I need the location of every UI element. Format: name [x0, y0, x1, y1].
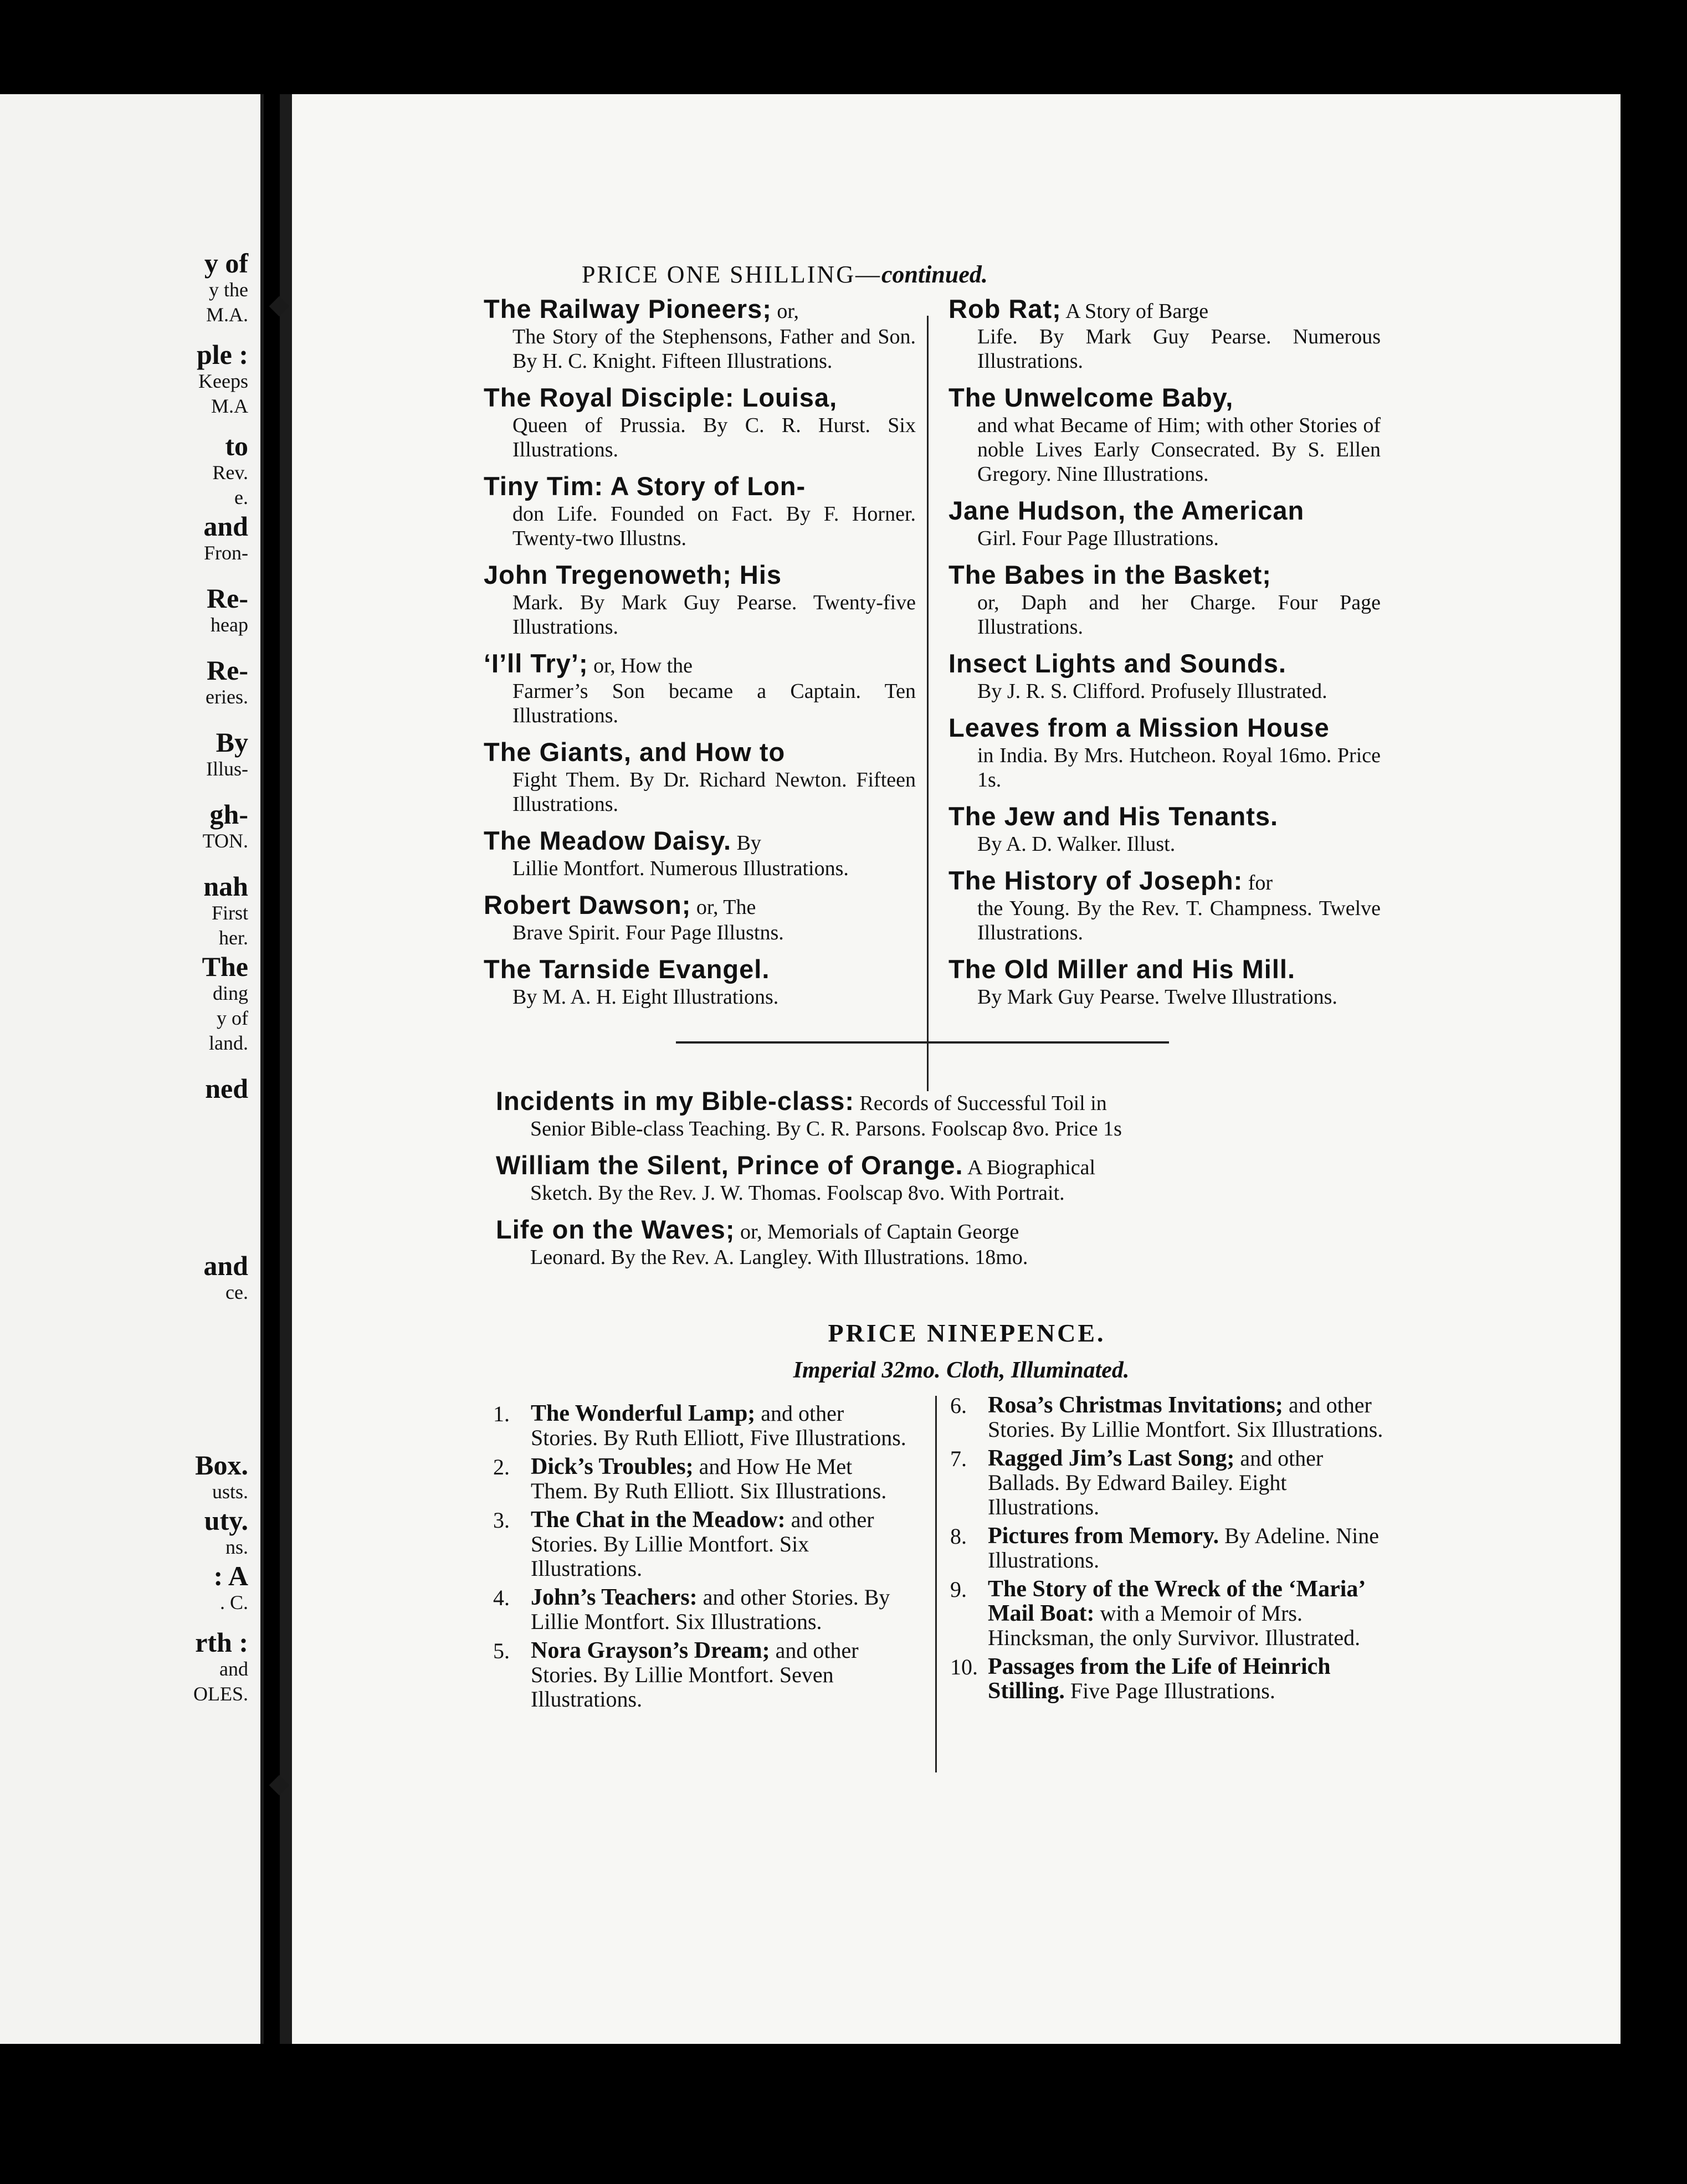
book-entry — [496, 1086, 1382, 1141]
left-page-text-fragment: y of — [204, 248, 248, 279]
book-title: Insect Lights and Sounds. — [948, 649, 1286, 678]
book-title-rest: for — [1243, 871, 1273, 895]
book-entry — [484, 890, 916, 945]
entry-body — [988, 1654, 1388, 1703]
left-page-text-fragment: : A — [213, 1560, 248, 1591]
numbered-entry — [950, 1393, 1388, 1442]
book-title: The History of Joseph: — [948, 866, 1243, 895]
book-title: The Old Miller and His Mill. — [948, 954, 1296, 984]
book-entry — [948, 294, 1381, 373]
book-title: The Babes in the Basket; — [948, 560, 1271, 589]
binding-clip-icon — [269, 296, 290, 317]
entry-number: 6. — [950, 1393, 967, 1418]
book-entry — [496, 1150, 1382, 1205]
left-page-text-fragment: her. — [219, 927, 248, 949]
book-description: By M. A. H. Eight Illustrations. — [512, 985, 779, 1009]
left-page-text-fragment: Box. — [195, 1450, 248, 1481]
book-description: The Story of the Stephensons, Father and Son. By H. C. Knight. Fifteen Illustrations. — [512, 325, 916, 373]
book-title: Jane Hudson, the American — [948, 496, 1305, 525]
book-entry — [484, 294, 916, 373]
book-entry — [948, 712, 1381, 792]
left-page-text-fragment: and — [219, 1658, 248, 1680]
book-title: The Railway Pioneers; — [484, 294, 772, 323]
left-page-text-fragment: eries. — [206, 686, 248, 708]
left-page-text-fragment: M.A — [211, 395, 248, 417]
book-entry — [948, 865, 1381, 945]
entry-rest: and other Stories. By Lillie Montfort. Six Illustrations. — [531, 1585, 890, 1634]
left-page-text-fragment: e. — [234, 486, 248, 508]
left-page-text-fragment: Keeps — [198, 370, 248, 392]
entry-number: 5. — [493, 1638, 510, 1663]
numbered-entry — [950, 1654, 1388, 1703]
entry-rest: and other Stories. By Ruth Elliott, Five Illustrations. — [531, 1401, 906, 1450]
left-page-text-fragment: usts. — [212, 1481, 248, 1503]
entry-number: 10. — [950, 1654, 978, 1679]
ninepence-subtitle: Imperial 32mo. Cloth, Illuminated. — [793, 1358, 1130, 1383]
book-description: By A. D. Walker. Illust. — [977, 833, 1176, 856]
entry-number: 8. — [950, 1524, 967, 1549]
book-title: Leaves from a Mission House — [948, 713, 1330, 742]
entry-title: The Wonderful Lamp; — [531, 1401, 756, 1426]
numbered-entry — [493, 1585, 914, 1634]
left-page-text-fragment: ned — [205, 1073, 248, 1104]
entry-title: Dick’s Troubles; — [531, 1454, 694, 1479]
left-page-text-fragment: ns. — [225, 1536, 248, 1558]
entry-title: Ragged Jim’s Last Song; — [988, 1446, 1235, 1471]
book-entry — [484, 382, 916, 462]
left-page-text-fragment: and — [203, 1250, 248, 1281]
book-description: Life. By Mark Guy Pearse. Numerous Illustrations. — [977, 325, 1381, 373]
entry-body — [531, 1401, 914, 1450]
left-page-text-fragment: ce. — [225, 1281, 248, 1303]
entry-body — [988, 1577, 1388, 1650]
left-page-text-fragment: ding — [212, 982, 248, 1004]
left-page-text-fragment: OLES. — [193, 1683, 248, 1705]
left-page-text-fragment: nah — [203, 871, 248, 902]
book-entry — [948, 559, 1381, 639]
left-page-text-fragment: Illus- — [206, 758, 248, 780]
ninepence-column-right — [950, 1393, 1388, 1708]
book-entry — [948, 648, 1381, 703]
section-divider — [676, 1041, 1169, 1044]
left-page-text-fragment: ple : — [196, 339, 248, 370]
left-page-text-fragment: The — [202, 951, 248, 982]
entry-rest: and How He Met Them. By Ruth Elliott. Six Illustrations. — [531, 1454, 887, 1503]
left-page-text-fragment: M.A. — [206, 304, 248, 326]
entry-body — [531, 1585, 914, 1634]
left-page-text-fragment: y the — [209, 279, 248, 301]
left-page-text-fragment: land. — [209, 1032, 248, 1054]
left-page-text-fragment: TON. — [202, 830, 248, 852]
numbered-entry — [950, 1446, 1388, 1519]
book-description: Brave Spirit. Four Page Illustns. — [512, 921, 784, 944]
book-title: The Giants, and How to — [484, 737, 786, 767]
book-title-rest: or, — [771, 300, 799, 323]
book-title: The Tarnside Evangel. — [484, 954, 770, 984]
book-description: Senior Bible-class Teaching. By C. R. Parsons. Foolscap 8vo. Price 1s — [530, 1117, 1122, 1140]
book-description: Farmer’s Son became a Captain. Ten Illustrations. — [512, 680, 916, 727]
entry-title: Pictures from Memory. — [988, 1523, 1219, 1549]
entry-number: 4. — [493, 1585, 510, 1610]
book-description: Queen of Prussia. By C. R. Hurst. Six Illustrations. — [512, 414, 916, 461]
entry-body — [988, 1393, 1388, 1442]
entry-number: 2. — [493, 1455, 510, 1479]
entry-number: 1. — [493, 1401, 510, 1426]
left-page-text-fragment: . C. — [219, 1591, 248, 1613]
book-description: in India. By Mrs. Hutcheon. Royal 16mo. Price 1s. — [977, 744, 1381, 792]
shilling-column-right — [948, 294, 1381, 1018]
left-page-text-fragment: to — [225, 430, 248, 461]
book-entry — [484, 471, 916, 551]
entry-body — [988, 1524, 1388, 1573]
left-page-text-fragment: gh- — [209, 799, 248, 830]
entry-rest: and other Stories. By Lillie Montfort. Six Illustrations. — [988, 1392, 1383, 1442]
entry-title: Nora Grayson’s Dream; — [531, 1638, 770, 1663]
entry-title: John’s Teachers: — [531, 1585, 698, 1610]
book-description: By J. R. S. Clifford. Profusely Illustrated. — [977, 680, 1327, 703]
book-entry — [948, 954, 1381, 1009]
left-facing-page — [0, 94, 264, 2044]
book-title-rest: Records of Successful Toil in — [854, 1092, 1107, 1115]
book-title: Incidents in my Bible-class: — [496, 1086, 855, 1116]
book-description: Leonard. By the Rev. A. Langley. With Illustrations. 18mo. — [530, 1246, 1028, 1269]
entry-number: 9. — [950, 1577, 967, 1602]
entry-body — [531, 1508, 914, 1581]
binding-clip-icon — [269, 1775, 290, 1796]
numbered-entry — [950, 1577, 1388, 1650]
book-title-rest: or, Memorials of Captain George — [735, 1220, 1019, 1243]
book-description: Fight Them. By Dr. Richard Newton. Fifteen Illustrations. — [512, 768, 916, 816]
header-continued: continued. — [881, 261, 988, 288]
book-description: the Young. By the Rev. T. Champness. Twelve Illustrations. — [977, 897, 1381, 944]
book-title-rest: By — [731, 831, 761, 855]
numbered-entry — [493, 1455, 914, 1503]
book-title: ‘I’ll Try’; — [484, 649, 588, 678]
entry-title: The Story of the Wreck of the ‘Maria’ Mail Boat: — [988, 1576, 1365, 1626]
book-description: Sketch. By the Rev. J. W. Thomas. Foolscap 8vo. With Portrait. — [530, 1181, 1065, 1205]
left-page-text-fragment: By — [216, 727, 248, 758]
book-description: and what Became of Him; with other Stories of noble Lives Early Consecrated. By S. Ellen Gregory. Nine Illustrations. — [977, 414, 1381, 486]
book-title-rest: A Story of Barge — [1061, 300, 1209, 323]
left-page-text-fragment: First — [211, 902, 248, 924]
book-title: The Unwelcome Baby, — [948, 383, 1234, 412]
book-title: John Tregenoweth; His — [484, 560, 782, 589]
column-divider — [927, 316, 929, 1091]
entry-body — [988, 1446, 1388, 1519]
book-title: Life on the Waves; — [496, 1215, 735, 1244]
entry-body — [531, 1455, 914, 1503]
entry-number: 3. — [493, 1508, 510, 1533]
book-title: Rob Rat; — [948, 294, 1062, 323]
book-entry — [484, 559, 916, 639]
entry-number: 7. — [950, 1446, 967, 1471]
entry-rest: and other Ballads. By Edward Bailey. Eight Illustrations. — [988, 1446, 1324, 1519]
misc-entries — [496, 1086, 1382, 1278]
left-page-text-fragment: Rev. — [212, 461, 248, 484]
book-description: Lillie Montfort. Numerous Illustrations. — [512, 857, 849, 880]
entry-rest: and other Stories. By Lillie Montfort. Seven Illustrations. — [531, 1638, 859, 1712]
book-title: The Jew and His Tenants. — [948, 801, 1279, 831]
book-description: By Mark Guy Pearse. Twelve Illustrations. — [977, 985, 1337, 1009]
book-title-rest: A Biographical — [963, 1156, 1096, 1179]
catalogue-page — [280, 94, 1621, 2044]
ninepence-title: PRICE NINEPENCE. — [828, 1319, 1106, 1347]
entry-title: The Chat in the Meadow: — [531, 1507, 786, 1533]
book-description: don Life. Founded on Fact. By F. Horner. Twenty-two Illustns. — [512, 502, 916, 550]
book-description: Girl. Four Page Illustrations. — [977, 527, 1219, 550]
left-page-text-fragment: heap — [211, 614, 248, 636]
entry-title: Rosa’s Christmas Invitations; — [988, 1392, 1283, 1418]
book-title: William the Silent, Prince of Orange. — [496, 1150, 963, 1180]
entry-rest: with a Memoir of Mrs. Hincksman, the only Survivor. Illustrated. — [988, 1601, 1361, 1650]
book-title: The Meadow Daisy. — [484, 826, 732, 855]
left-page-text-fragment: y of — [217, 1007, 248, 1029]
book-title: Robert Dawson; — [484, 890, 691, 919]
column-divider — [935, 1396, 937, 1772]
book-description: or, Daph and her Charge. Four Page Illustrations. — [977, 591, 1381, 639]
book-entry — [948, 495, 1381, 551]
ninepence-column-left — [493, 1401, 914, 1716]
book-entry — [496, 1214, 1382, 1270]
numbered-entry — [493, 1401, 914, 1450]
entry-rest: and other Stories. By Lillie Montfort. Six Illustrations. — [531, 1507, 874, 1581]
left-page-text-fragment: and — [203, 511, 248, 542]
entry-rest: Five Page Illustrations. — [1064, 1678, 1275, 1703]
book-entry — [484, 737, 916, 816]
book-entry — [948, 382, 1381, 486]
book-entry — [484, 825, 916, 881]
page-header — [280, 260, 1621, 289]
entry-title: Passages from the Life of Heinrich Stilling. — [988, 1654, 1331, 1704]
left-page-text-fragment: rth : — [195, 1627, 248, 1658]
book-entry — [948, 801, 1381, 856]
book-description: Mark. By Mark Guy Pearse. Twenty-five Illustrations. — [512, 591, 916, 639]
book-entry — [484, 954, 916, 1009]
entry-body — [531, 1638, 914, 1712]
left-page-text-fragment: Re- — [207, 655, 248, 686]
book-entry — [484, 648, 916, 728]
numbered-entry — [950, 1524, 1388, 1573]
numbered-entry — [493, 1638, 914, 1712]
book-title-rest: or, The — [691, 896, 756, 919]
book-title-rest: or, How the — [588, 654, 693, 677]
shilling-column-left — [484, 294, 916, 1018]
book-title: The Royal Disciple: Louisa, — [484, 383, 838, 412]
numbered-entry — [493, 1508, 914, 1581]
entry-rest: By Adeline. Nine Illustrations. — [988, 1523, 1379, 1573]
left-page-text-fragment: Re- — [207, 583, 248, 614]
left-page-text-fragment: Fron- — [204, 542, 248, 564]
left-page-text-fragment: uty. — [204, 1505, 248, 1536]
book-title: Tiny Tim: A Story of Lon- — [484, 471, 806, 501]
header-title: PRICE ONE SHILLING— — [582, 261, 881, 288]
